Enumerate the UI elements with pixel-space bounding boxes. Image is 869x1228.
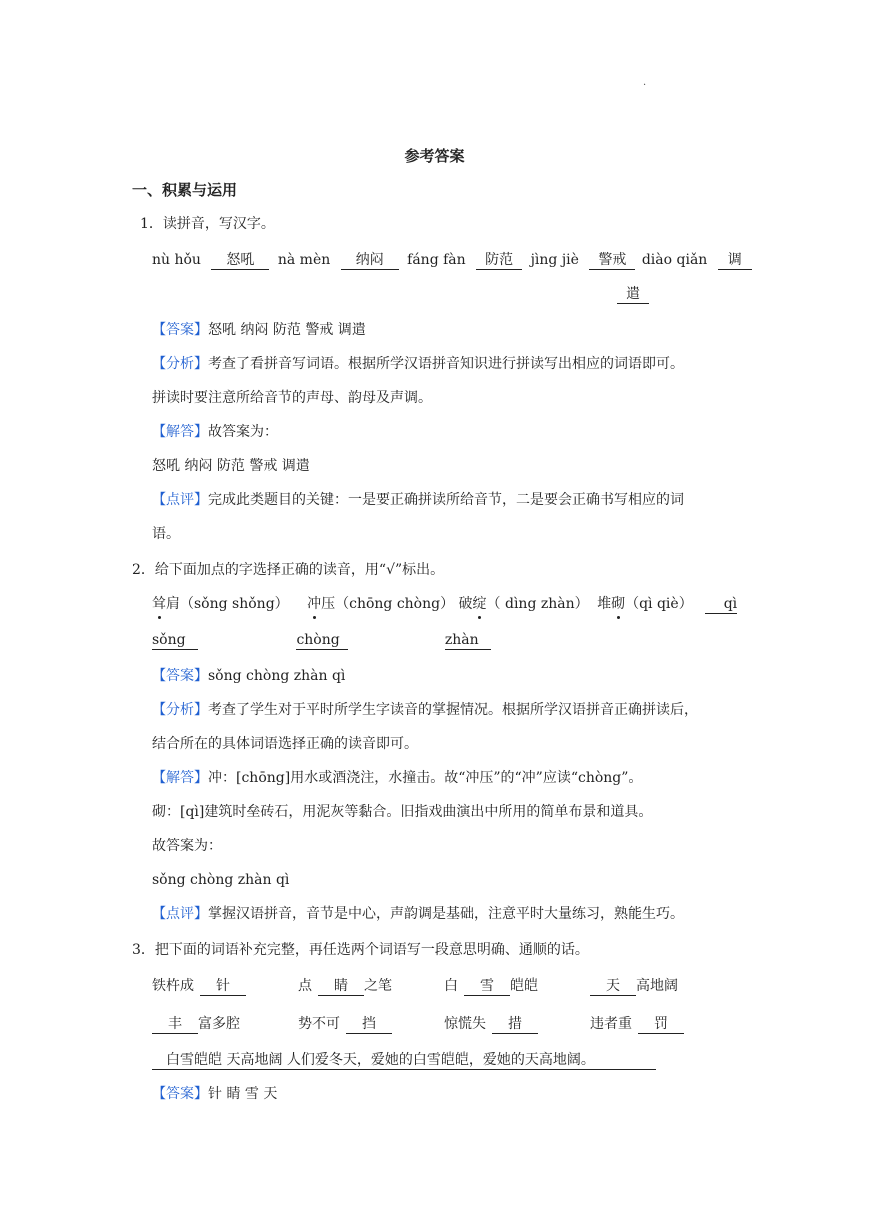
q3-row2-item1 xyxy=(152,1014,240,1034)
q1-stem: 1．读拼音，写汉字。 xyxy=(140,216,275,232)
q2-item-3-char: 破 xyxy=(458,596,473,612)
q1-analysis-line2: 拼读时要注意所给音节的声母、韵母及声调。 xyxy=(152,390,432,406)
analysis-text: 考查了学生对于平时所学生字读音的掌握情况。根据所学汉语拼音正确拼读后， xyxy=(208,702,698,718)
q3-row1-item2-blank: 睛 xyxy=(318,977,364,996)
q2-comment xyxy=(152,904,684,924)
q2-item-3-options: （ dìng zhàn） xyxy=(486,596,589,612)
solution-text: 冲：[chōng]用水或酒浇注，水撞击。故“冲压”的“冲”应读“chòng”。 xyxy=(208,770,643,786)
q1-answer-2: 纳闷 xyxy=(341,251,399,270)
q3-row2-item1-blank: 丰 xyxy=(152,1015,198,1034)
q1-comment-line2: 语。 xyxy=(152,526,180,542)
q2-solution-line4: sǒng chòng zhàn qì xyxy=(152,872,290,888)
q1-answer-4: 警戒 xyxy=(589,251,635,270)
q3-row1-item4-blank: 天 xyxy=(590,977,636,996)
comment-text: 完成此类题目的关键：一是要正确拼读所给音节，二是要会正确书写相应的词 xyxy=(208,492,684,508)
q3-row1-item2-before: 点 xyxy=(298,978,312,994)
header-mark: · xyxy=(643,80,647,91)
q3-row2-item2-blank: 挡 xyxy=(346,1015,392,1034)
q2-solution-line2: 砌：[qì]建筑时垒砖石，用泥灰等黏合。旧指戏曲演出中所用的简单布景和道具。 xyxy=(152,804,653,820)
q1-pinyin-5: diào qiǎn xyxy=(641,252,708,268)
q2-item-2 xyxy=(307,596,454,612)
q3-row2-item4-blank: 罚 xyxy=(638,1015,684,1034)
q3-stem: 3．把下面的词语补充完整，再任选两个词语写一段意思明确、通顺的话。 xyxy=(132,942,589,958)
answer-text: 怒吼 纳闷 防范 警戒 调遣 xyxy=(208,322,366,338)
q3-row2-item3-blank: 措 xyxy=(492,1015,538,1034)
q2-answers-row xyxy=(152,630,491,650)
answer-tag: 【答案】 xyxy=(152,668,208,684)
q1-answer-wrap-line xyxy=(617,284,649,304)
answer-text: 针 睛 雪 天 xyxy=(208,1086,278,1102)
q2-solution-line3: 故答案为： xyxy=(152,838,222,854)
q2-stem: 2．给下面加点的字选择正确的读音，用“√”标出。 xyxy=(132,562,445,578)
q2-item-4-char: 堆 xyxy=(597,596,612,612)
q2-answer xyxy=(152,666,345,686)
analysis-tag: 【分析】 xyxy=(152,356,208,372)
q3-row2-item4-before: 违者重 xyxy=(590,1016,632,1032)
q3-row1-item1-blank: 针 xyxy=(200,977,246,996)
q3-row1-item4 xyxy=(590,976,678,996)
q1-pinyin-4: jìng jiè xyxy=(530,252,579,268)
q1-answer xyxy=(152,320,366,340)
q1-answer-5-wrap: 遣 xyxy=(617,285,649,304)
q1-pinyin-1: nù hǒu xyxy=(152,252,201,268)
q2-item-3 xyxy=(459,596,589,612)
q3-sentence-line xyxy=(152,1050,656,1070)
q3-row1-item3-blank: 雪 xyxy=(464,977,510,996)
q2-item-1-dotted-char: 耸 xyxy=(152,596,166,612)
q3-row1-item3-before: 白 xyxy=(444,978,458,994)
q1-answer-1: 怒吼 xyxy=(211,251,269,270)
q3-answer xyxy=(152,1084,277,1104)
q2-answer-2: chòng xyxy=(296,631,348,650)
q3-row1-item3 xyxy=(444,976,538,996)
q2-item-4-options: （qì qiè） xyxy=(625,596,693,612)
q3-sentence: 白雪皑皑 天高地阔 人们爱冬天，爱她的白雪皑皑，爱她的天高地阔。 xyxy=(152,1051,656,1070)
q3-row1-item1-before: 铁杵成 xyxy=(152,978,194,994)
q2-item-1-char: 肩 xyxy=(166,596,180,612)
q2-item-2-dotted-char: 冲 xyxy=(307,596,322,612)
q2-solution xyxy=(152,768,642,788)
q1-answer-3: 防范 xyxy=(476,251,522,270)
q3-row1-item1 xyxy=(152,976,246,996)
q3-row1-item2 xyxy=(298,976,392,996)
q1-pinyin-3: fáng fàn xyxy=(407,252,466,268)
comment-tag: 【点评】 xyxy=(152,492,208,508)
q1-pinyin-row xyxy=(152,250,752,270)
q1-comment xyxy=(152,490,684,510)
q3-row2-item3-before: 惊慌失 xyxy=(444,1016,486,1032)
answer-tag: 【答案】 xyxy=(152,1086,208,1102)
comment-tag: 【点评】 xyxy=(152,906,208,922)
q2-item-3-dotted-char: 绽 xyxy=(472,596,487,612)
q2-answer-4: qì xyxy=(705,595,737,614)
q2-item-1-options: （sǒng shǒng） xyxy=(180,596,289,612)
q2-items-row xyxy=(152,594,737,614)
q3-row1-item3-after: 皑皑 xyxy=(510,978,538,994)
q2-answer-1: sǒng xyxy=(152,631,198,650)
answer-tag: 【答案】 xyxy=(152,322,208,338)
q3-row2-item2-before: 势不可 xyxy=(298,1016,340,1032)
q1-analysis xyxy=(152,354,684,374)
solution-tag: 【解答】 xyxy=(152,770,208,786)
q2-item-4-dotted-char: 砌 xyxy=(611,596,626,612)
q3-row1-item4-after: 高地阔 xyxy=(636,978,678,994)
q3-row2-item1-after: 富多腔 xyxy=(198,1016,240,1032)
analysis-text: 考查了看拼音写词语。根据所学汉语拼音知识进行拼读写出相应的词语即可。 xyxy=(208,356,684,372)
page-title: 参考答案 xyxy=(404,147,465,165)
q2-item-2-options: 压（chōng chòng） xyxy=(321,596,455,612)
q3-row2-item4 xyxy=(590,1014,684,1034)
q2-analysis xyxy=(152,700,698,720)
q2-analysis-line2: 结合所在的具体词语选择正确的读音即可。 xyxy=(152,736,418,752)
solution-tag: 【解答】 xyxy=(152,424,208,440)
analysis-tag: 【分析】 xyxy=(152,702,208,718)
q1-pinyin-2: nà mèn xyxy=(277,252,331,268)
q3-row1-item2-after: 之笔 xyxy=(364,978,392,994)
q1-solution-answer: 怒吼 纳闷 防范 警戒 调遣 xyxy=(152,458,310,474)
solution-text: 故答案为： xyxy=(208,424,278,440)
q2-answer-3: zhàn xyxy=(445,631,491,650)
q2-item-1 xyxy=(152,596,289,612)
comment-text: 掌握汉语拼音，音节是中心，声韵调是基础，注意平时大量练习，熟能生巧。 xyxy=(208,906,684,922)
q2-item-4 xyxy=(597,596,693,612)
q3-row2-item2 xyxy=(298,1014,392,1034)
q1-answer-5: 调 xyxy=(718,251,752,270)
q1-solution xyxy=(152,422,278,442)
answer-text: sǒng chòng zhàn qì xyxy=(208,668,346,684)
section-heading: 一、积累与运用 xyxy=(132,181,238,199)
q3-row2-item3 xyxy=(444,1014,538,1034)
